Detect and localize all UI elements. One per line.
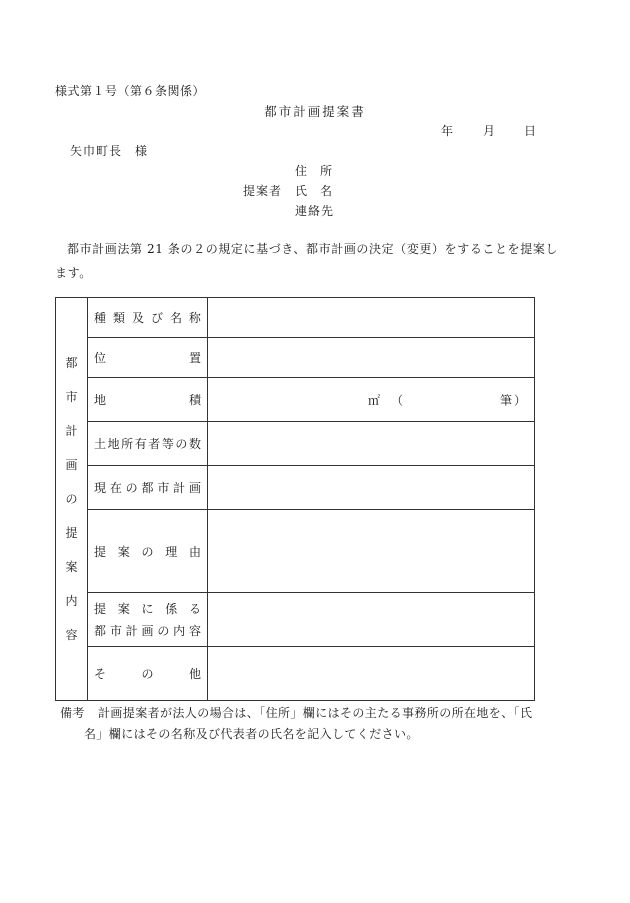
label-location: 位 置 [88,338,208,378]
proposal-table [55,297,535,701]
date-month-label: 月 [483,124,496,138]
side-char: 都 [65,356,78,370]
date-year-label: 年 [441,124,454,138]
label-area: 地 積 [88,378,208,422]
label-type-and-name: 種 類 及 び 名 称 [88,298,208,338]
value-area[interactable] [208,378,535,422]
table-row [56,647,535,701]
proposal-statement: 都市計画法第 21 条の２の規定に基づき、都市計画の決定（変更）をすることを提案します。 [55,242,559,280]
label-proposal-content: 提 案 に 係 る 都 市 計 画 の 内 容 [88,593,208,647]
label-landowner-count: 土 地 所 有 者 等 の 数 [88,422,208,466]
value-landowner-count[interactable] [208,422,535,466]
address-label-2: 所 [320,164,333,178]
date-day-label: 日 [524,124,537,138]
square-meter-unit: ㎡ [368,393,381,407]
side-char: の [65,492,78,506]
table-row [56,593,535,647]
table-row [56,338,535,378]
side-char: 画 [65,458,78,472]
document-title: 都市計画提案書 [264,104,366,119]
value-proposal-content[interactable] [208,593,535,647]
paren-open: （ [391,393,404,407]
proposer-label: 提案者 [243,184,283,198]
name-label-1: 氏 [295,184,308,198]
table-row [56,298,535,338]
side-char: 提 [65,526,78,540]
side-char: 案 [65,560,78,574]
label-current-plan: 現 在 の 都 市 計 画 [88,466,208,510]
table-row [56,466,535,510]
side-char: 計 [65,424,78,438]
value-current-plan[interactable] [208,466,535,510]
side-char: 内 [65,594,78,608]
remarks-line-2: 名」欄にはその名称及び代表者の氏名を記入してください。 [84,727,419,741]
table-row [56,422,535,466]
label-other: そ の 他 [88,647,208,701]
value-location[interactable] [208,338,535,378]
table-row [56,378,535,422]
address-label-1: 住 [295,164,308,178]
side-header [56,298,88,701]
value-other[interactable] [208,647,535,701]
remarks-head: 備考 [60,706,85,720]
side-char: 容 [65,628,78,642]
side-char: 市 [65,390,78,404]
remarks-line-1: 計画提案者が法人の場合は、「住所」欄にはその主たる事務所の所在地を、「氏 [98,706,533,720]
contact-label: 連絡先 [295,204,335,218]
label-proposal-reason: 提 案 の 理 由 [88,510,208,593]
remarks [60,703,570,745]
form-number: 様式第１号（第６条関係） [55,84,206,98]
table-row [56,510,535,593]
parcel-count-unit: 筆 [500,393,513,407]
paren-close: ） [514,393,527,407]
addressee: 矢巾町長 様 [70,144,149,158]
name-label-2: 名 [320,184,333,198]
value-type-and-name[interactable] [208,298,535,338]
value-proposal-reason[interactable] [208,510,535,593]
